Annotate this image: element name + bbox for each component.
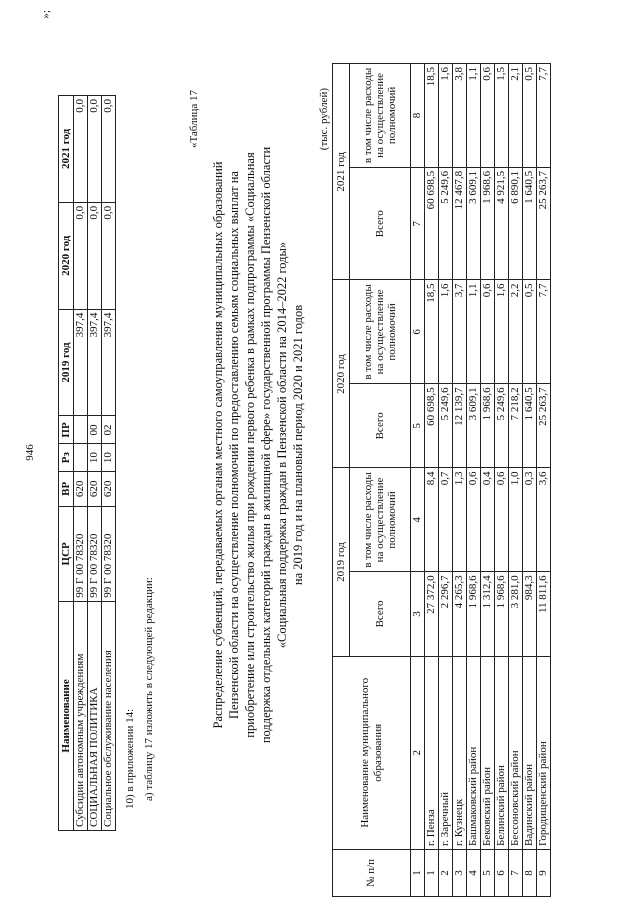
heading-line: на 2019 год и на плановый период 2020 и 2021 годов xyxy=(291,304,305,586)
table-row xyxy=(88,96,102,831)
table-cell: 4 921,5 xyxy=(495,167,509,280)
column-number: 7 xyxy=(411,167,425,280)
column-number: 4 xyxy=(411,468,425,572)
table-row xyxy=(537,64,551,897)
table-cell: 0,7 xyxy=(439,468,453,572)
header-total: Всего xyxy=(350,572,411,656)
table-reference: «Таблица 17 xyxy=(188,90,200,149)
units-note: (тыс. рублей) xyxy=(318,88,330,151)
budget-table-header xyxy=(59,96,74,831)
table-cell: 8,4 xyxy=(425,468,439,572)
table-cell: 2,1 xyxy=(509,64,523,168)
budget-header-cell: 2020 год xyxy=(59,202,74,309)
table-cell: 3 609,1 xyxy=(467,384,481,468)
table-cell: 0,0 xyxy=(102,96,116,203)
header-year-2020: 2020 год xyxy=(333,280,350,468)
table-row xyxy=(509,64,523,897)
table-cell: 1 968,6 xyxy=(481,167,495,280)
table-cell: 0,0 xyxy=(88,96,102,203)
header-no: № п/п xyxy=(333,850,411,897)
table-cell: 9 xyxy=(537,850,551,897)
table-cell: 0,6 xyxy=(495,468,509,572)
heading-line: Распределение субвенций, передаваемых органам местного самоуправления муниципальных образований xyxy=(211,161,225,729)
table-cell: 5 xyxy=(481,850,495,897)
table-cell: Социальное обслуживание населения xyxy=(102,601,116,830)
budget-header-cell: ЦСР xyxy=(59,506,74,601)
table-cell: 7 218,2 xyxy=(509,384,523,468)
table-cell: Вадинский район xyxy=(523,656,537,849)
table-cell: 0,0 xyxy=(74,96,88,203)
table-cell: 0,0 xyxy=(74,202,88,309)
table-cell: 1,6 xyxy=(439,280,453,384)
subventions-table xyxy=(332,63,551,897)
table-cell: 7,7 xyxy=(537,280,551,384)
table-cell: 7 xyxy=(509,850,523,897)
table-cell: 620 xyxy=(102,471,116,506)
table-cell: 397,4 xyxy=(88,309,102,416)
table-cell: 397,4 xyxy=(102,309,116,416)
header-incl: в том числе расходы на осуществление полномочий xyxy=(350,64,411,168)
item-10-text: 10) в приложении 14: xyxy=(124,708,136,809)
header-total: Всего xyxy=(350,384,411,468)
header-name: Наименование муниципального образования xyxy=(333,656,411,849)
table-cell: 27 372,0 xyxy=(425,572,439,656)
heading-line: поддержка отдельных категорий граждан в жилищной сфере» государственной программы Пензенской области xyxy=(259,146,273,744)
table-cell: 1,6 xyxy=(495,280,509,384)
header-year-2019: 2019 год xyxy=(333,468,350,656)
column-number: 8 xyxy=(411,64,425,168)
table-row xyxy=(425,64,439,897)
table-cell: 620 xyxy=(88,471,102,506)
table-cell: Белинский район xyxy=(495,656,509,849)
table-cell: 10 xyxy=(102,444,116,471)
table-cell: 5 249,6 xyxy=(439,167,453,280)
budget-header-cell: ПР xyxy=(59,416,74,444)
table-cell: 12 467,8 xyxy=(453,167,467,280)
table-row xyxy=(453,64,467,897)
table-cell: 620 xyxy=(74,471,88,506)
table-cell: 3,7 xyxy=(453,280,467,384)
table-cell: 3 609,1 xyxy=(467,167,481,280)
table-row xyxy=(102,96,116,831)
table-cell: 1 312,4 xyxy=(481,572,495,656)
heading-line: приобретение или строительство жилья при рождении первого ребенка в рамках подпрограммы «Социальная xyxy=(243,152,257,738)
table-cell: 3 281,0 xyxy=(509,572,523,656)
table-cell: 1,0 xyxy=(509,468,523,572)
table-cell: 8 xyxy=(523,850,537,897)
table-cell: 984,3 xyxy=(523,572,537,656)
table-cell: 12 139,7 xyxy=(453,384,467,468)
table-cell: 0,6 xyxy=(467,468,481,572)
table-cell: 1 xyxy=(425,850,439,897)
table-cell: 1 968,6 xyxy=(495,572,509,656)
table-cell: 397,4 xyxy=(74,309,88,416)
table-cell: 1,1 xyxy=(467,64,481,168)
header-year-2021: 2021 год xyxy=(333,64,350,280)
table-cell xyxy=(74,444,88,471)
budget-header-cell: 2019 год xyxy=(59,309,74,416)
budget-header-cell: Наименование xyxy=(59,601,74,830)
table-cell: 4 xyxy=(467,850,481,897)
column-number: 5 xyxy=(411,384,425,468)
header-incl: в том числе расходы на осуществление полномочий xyxy=(350,468,411,572)
table-row xyxy=(467,64,481,897)
table-cell: 0,0 xyxy=(102,202,116,309)
budget-header-cell: 2021 год xyxy=(59,96,74,203)
table-cell: СОЦИАЛЬНАЯ ПОЛИТИКА xyxy=(88,601,102,830)
table-cell: 60 698,5 xyxy=(425,167,439,280)
header-row xyxy=(333,64,350,897)
table-cell: 3,6 xyxy=(537,468,551,572)
table-cell: 99 Г 00 78320 xyxy=(88,506,102,601)
table-cell: 2 xyxy=(439,850,453,897)
table-cell: Городищенский район xyxy=(537,656,551,849)
table-cell: 00 xyxy=(88,416,102,444)
table-cell: 11 811,6 xyxy=(537,572,551,656)
column-number: 1 xyxy=(411,850,425,897)
budget-header-cell: ВР xyxy=(59,471,74,506)
table-cell: Башмаковский район xyxy=(467,656,481,849)
closing-quote-mark: »; xyxy=(40,10,52,19)
table-cell: 1 640,5 xyxy=(523,384,537,468)
table-cell: 25 263,7 xyxy=(537,167,551,280)
heading-line: Пензенской области на осуществление полномочий по предоставлению семьям социальных выплат на xyxy=(227,171,241,719)
table-cell: 99 Г 00 78320 xyxy=(102,506,116,601)
heading-line: «Социальная поддержка граждан в Пензенской области на 2014–2022 годы» xyxy=(275,241,289,649)
table-cell: 7,7 xyxy=(537,64,551,168)
table-cell: 0,5 xyxy=(523,280,537,384)
table-cell: 0,3 xyxy=(523,468,537,572)
table-cell: 5 249,6 xyxy=(439,384,453,468)
table-cell xyxy=(74,416,88,444)
table-cell: г. Заречный xyxy=(439,656,453,849)
table-cell: 60 698,5 xyxy=(425,384,439,468)
table-cell: Бессоновский район xyxy=(509,656,523,849)
table-cell: 0,4 xyxy=(481,468,495,572)
table-cell: г. Пенза xyxy=(425,656,439,849)
table-cell: 0,5 xyxy=(523,64,537,168)
table-cell: 6 xyxy=(495,850,509,897)
table-cell: 1 968,6 xyxy=(481,384,495,468)
table-cell: 6 890,1 xyxy=(509,167,523,280)
budget-table xyxy=(58,95,116,831)
table-cell: 02 xyxy=(102,416,116,444)
table-cell: 1,3 xyxy=(453,468,467,572)
table-cell: 0,6 xyxy=(481,280,495,384)
item-a-text: а) таблицу 17 изложить в следующей редакции: xyxy=(143,577,155,801)
budget-header-cell: Рз xyxy=(59,444,74,471)
table-cell: 1 968,6 xyxy=(467,572,481,656)
column-number: 2 xyxy=(411,656,425,849)
header-incl: в том числе расходы на осуществление полномочий xyxy=(350,280,411,384)
table-cell: 2 296,7 xyxy=(439,572,453,656)
header-total: Всего xyxy=(350,167,411,280)
table-cell: 18,5 xyxy=(425,64,439,168)
table-cell: 1 640,5 xyxy=(523,167,537,280)
table-cell: 4 265,3 xyxy=(453,572,467,656)
table-row xyxy=(74,96,88,831)
table-cell: Бековский район xyxy=(481,656,495,849)
table-cell: 2,2 xyxy=(509,280,523,384)
table-cell: 99 Г 00 78320 xyxy=(74,506,88,601)
table-row xyxy=(523,64,537,897)
column-number: 6 xyxy=(411,280,425,384)
table-cell: 3,8 xyxy=(453,64,467,168)
table-cell: Субсидии автономным учреждениям xyxy=(74,601,88,830)
table-cell: 18,5 xyxy=(425,280,439,384)
table-row xyxy=(481,64,495,897)
table-cell: 25 263,7 xyxy=(537,384,551,468)
table-cell: 10 xyxy=(88,444,102,471)
table-heading xyxy=(210,105,306,785)
table-cell: 1,5 xyxy=(495,64,509,168)
table-cell: 5 249,6 xyxy=(495,384,509,468)
table-cell: 0,6 xyxy=(481,64,495,168)
page-number: 946 xyxy=(24,444,36,461)
table-row xyxy=(495,64,509,897)
table-cell: 0,0 xyxy=(88,202,102,309)
table-cell: 1,6 xyxy=(439,64,453,168)
column-number: 3 xyxy=(411,572,425,656)
table-row xyxy=(439,64,453,897)
table-cell: 3 xyxy=(453,850,467,897)
column-number-row xyxy=(411,64,425,897)
table-cell: 1,1 xyxy=(467,280,481,384)
table-cell: г. Кузнецк xyxy=(453,656,467,849)
